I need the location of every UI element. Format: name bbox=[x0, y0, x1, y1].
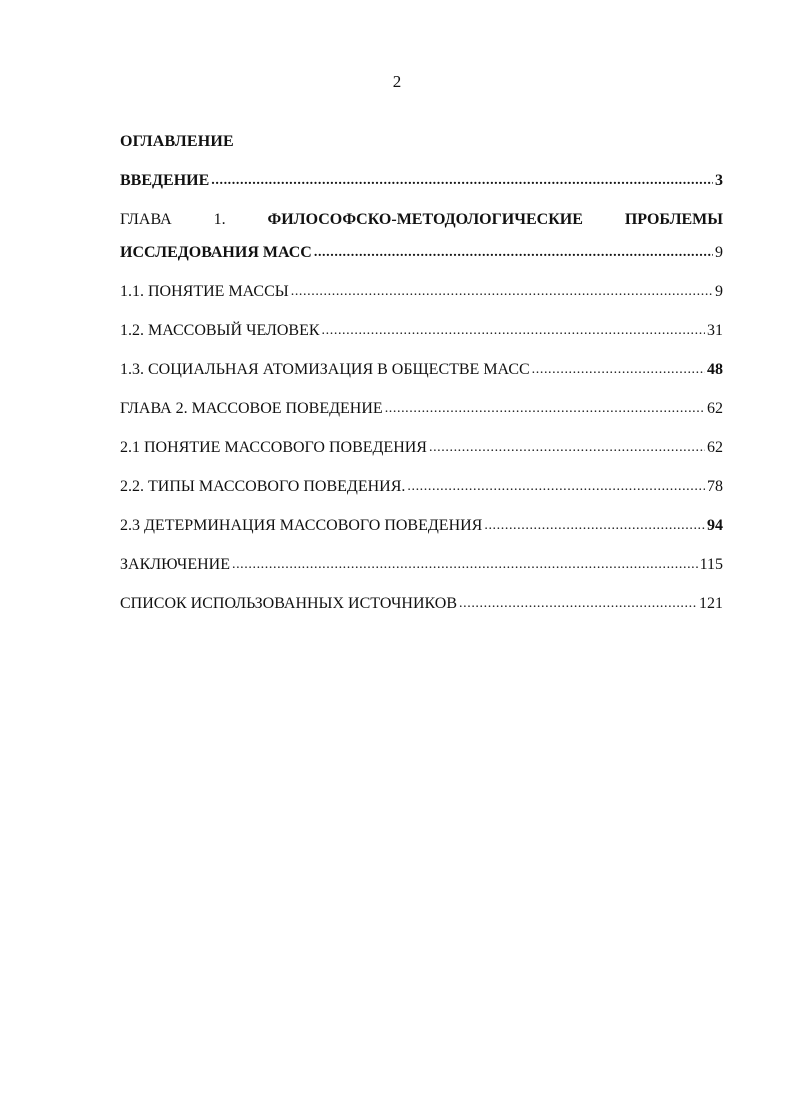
toc-entry-2-1[interactable] bbox=[120, 437, 723, 460]
toc-entry-page: 62 bbox=[707, 439, 723, 456]
dot-leader bbox=[291, 280, 713, 303]
toc-entry-page: 3 bbox=[715, 172, 723, 189]
toc-entry-introduction[interactable] bbox=[120, 170, 723, 193]
dot-leader bbox=[322, 319, 705, 342]
toc-heading: ОГЛАВЛЕНИЕ bbox=[120, 133, 234, 150]
toc-entry-page: 121 bbox=[699, 595, 723, 612]
toc-entry-title: ЗАКЛЮЧЕНИЕ bbox=[120, 556, 230, 573]
toc-entry-title: СПИСОК ИСПОЛЬЗОВАННЫХ ИСТОЧНИКОВ bbox=[120, 595, 458, 612]
toc-entry-page: 78 bbox=[707, 478, 723, 495]
chapter-1-word: ФИЛОСОФСКО-МЕТОДОЛОГИЧЕСКИЕ bbox=[267, 211, 583, 228]
toc-entry-title: 1.2. МАССОВЫЙ ЧЕЛОВЕК bbox=[120, 322, 320, 339]
table-of-contents bbox=[120, 131, 723, 632]
dot-leader bbox=[532, 358, 705, 381]
toc-entry-page: 94 bbox=[707, 517, 723, 534]
toc-entry-1-1[interactable] bbox=[120, 281, 723, 304]
toc-entry-title: 2.3 ДЕТЕРМИНАЦИЯ МАССОВОГО ПОВЕДЕНИЯ bbox=[120, 517, 483, 534]
toc-entry-chapter-1[interactable] bbox=[120, 209, 723, 265]
toc-entry-title: 2.2. ТИПЫ МАССОВОГО ПОВЕДЕНИЯ. bbox=[120, 478, 406, 495]
chapter-1-word: ГЛАВА bbox=[120, 211, 172, 228]
toc-entry-page: 115 bbox=[699, 556, 723, 573]
toc-entry-title: ВВЕДЕНИЕ bbox=[120, 172, 210, 189]
chapter-1-title-line1 bbox=[120, 209, 723, 231]
dot-leader bbox=[232, 553, 698, 576]
dot-leader bbox=[429, 436, 705, 459]
toc-entry-title: 1.1. ПОНЯТИЕ МАССЫ bbox=[120, 283, 289, 300]
dot-leader bbox=[385, 397, 705, 420]
chapter-1-word: ПРОБЛЕМЫ bbox=[624, 211, 723, 228]
chapter-1-number: 1. bbox=[213, 211, 226, 228]
toc-entry-references[interactable] bbox=[120, 593, 723, 616]
toc-entry-page: 9 bbox=[715, 244, 723, 261]
toc-entry-chapter-2[interactable] bbox=[120, 398, 723, 421]
toc-entry-2-2[interactable] bbox=[120, 476, 723, 499]
toc-entry-page: 48 bbox=[707, 361, 723, 378]
toc-entry-page: 31 bbox=[707, 322, 723, 339]
chapter-1-title-line2 bbox=[120, 242, 723, 265]
toc-entry-conclusion[interactable] bbox=[120, 554, 723, 577]
toc-entry-title: 1.3. СОЦИАЛЬНАЯ АТОМИЗАЦИЯ В ОБЩЕСТВЕ МАСС bbox=[120, 361, 530, 378]
toc-entry-title: 2.1 ПОНЯТИЕ МАССОВОГО ПОВЕДЕНИЯ bbox=[120, 439, 427, 456]
page-number: 2 bbox=[392, 72, 402, 91]
toc-entry-page: 9 bbox=[715, 283, 723, 300]
toc-entry-1-2[interactable] bbox=[120, 320, 723, 343]
dot-leader bbox=[459, 592, 697, 615]
dot-leader bbox=[314, 241, 713, 264]
toc-entry-title: ГЛАВА 2. МАССОВОЕ ПОВЕДЕНИЕ bbox=[120, 400, 383, 417]
toc-entry-2-3[interactable] bbox=[120, 515, 723, 538]
toc-entry-1-3[interactable] bbox=[120, 359, 723, 382]
toc-entry-title: ИССЛЕДОВАНИЯ МАСС bbox=[120, 244, 312, 261]
dot-leader bbox=[484, 514, 705, 537]
toc-entry-page: 62 bbox=[707, 400, 723, 417]
dot-leader bbox=[407, 475, 705, 498]
dot-leader bbox=[211, 169, 713, 192]
